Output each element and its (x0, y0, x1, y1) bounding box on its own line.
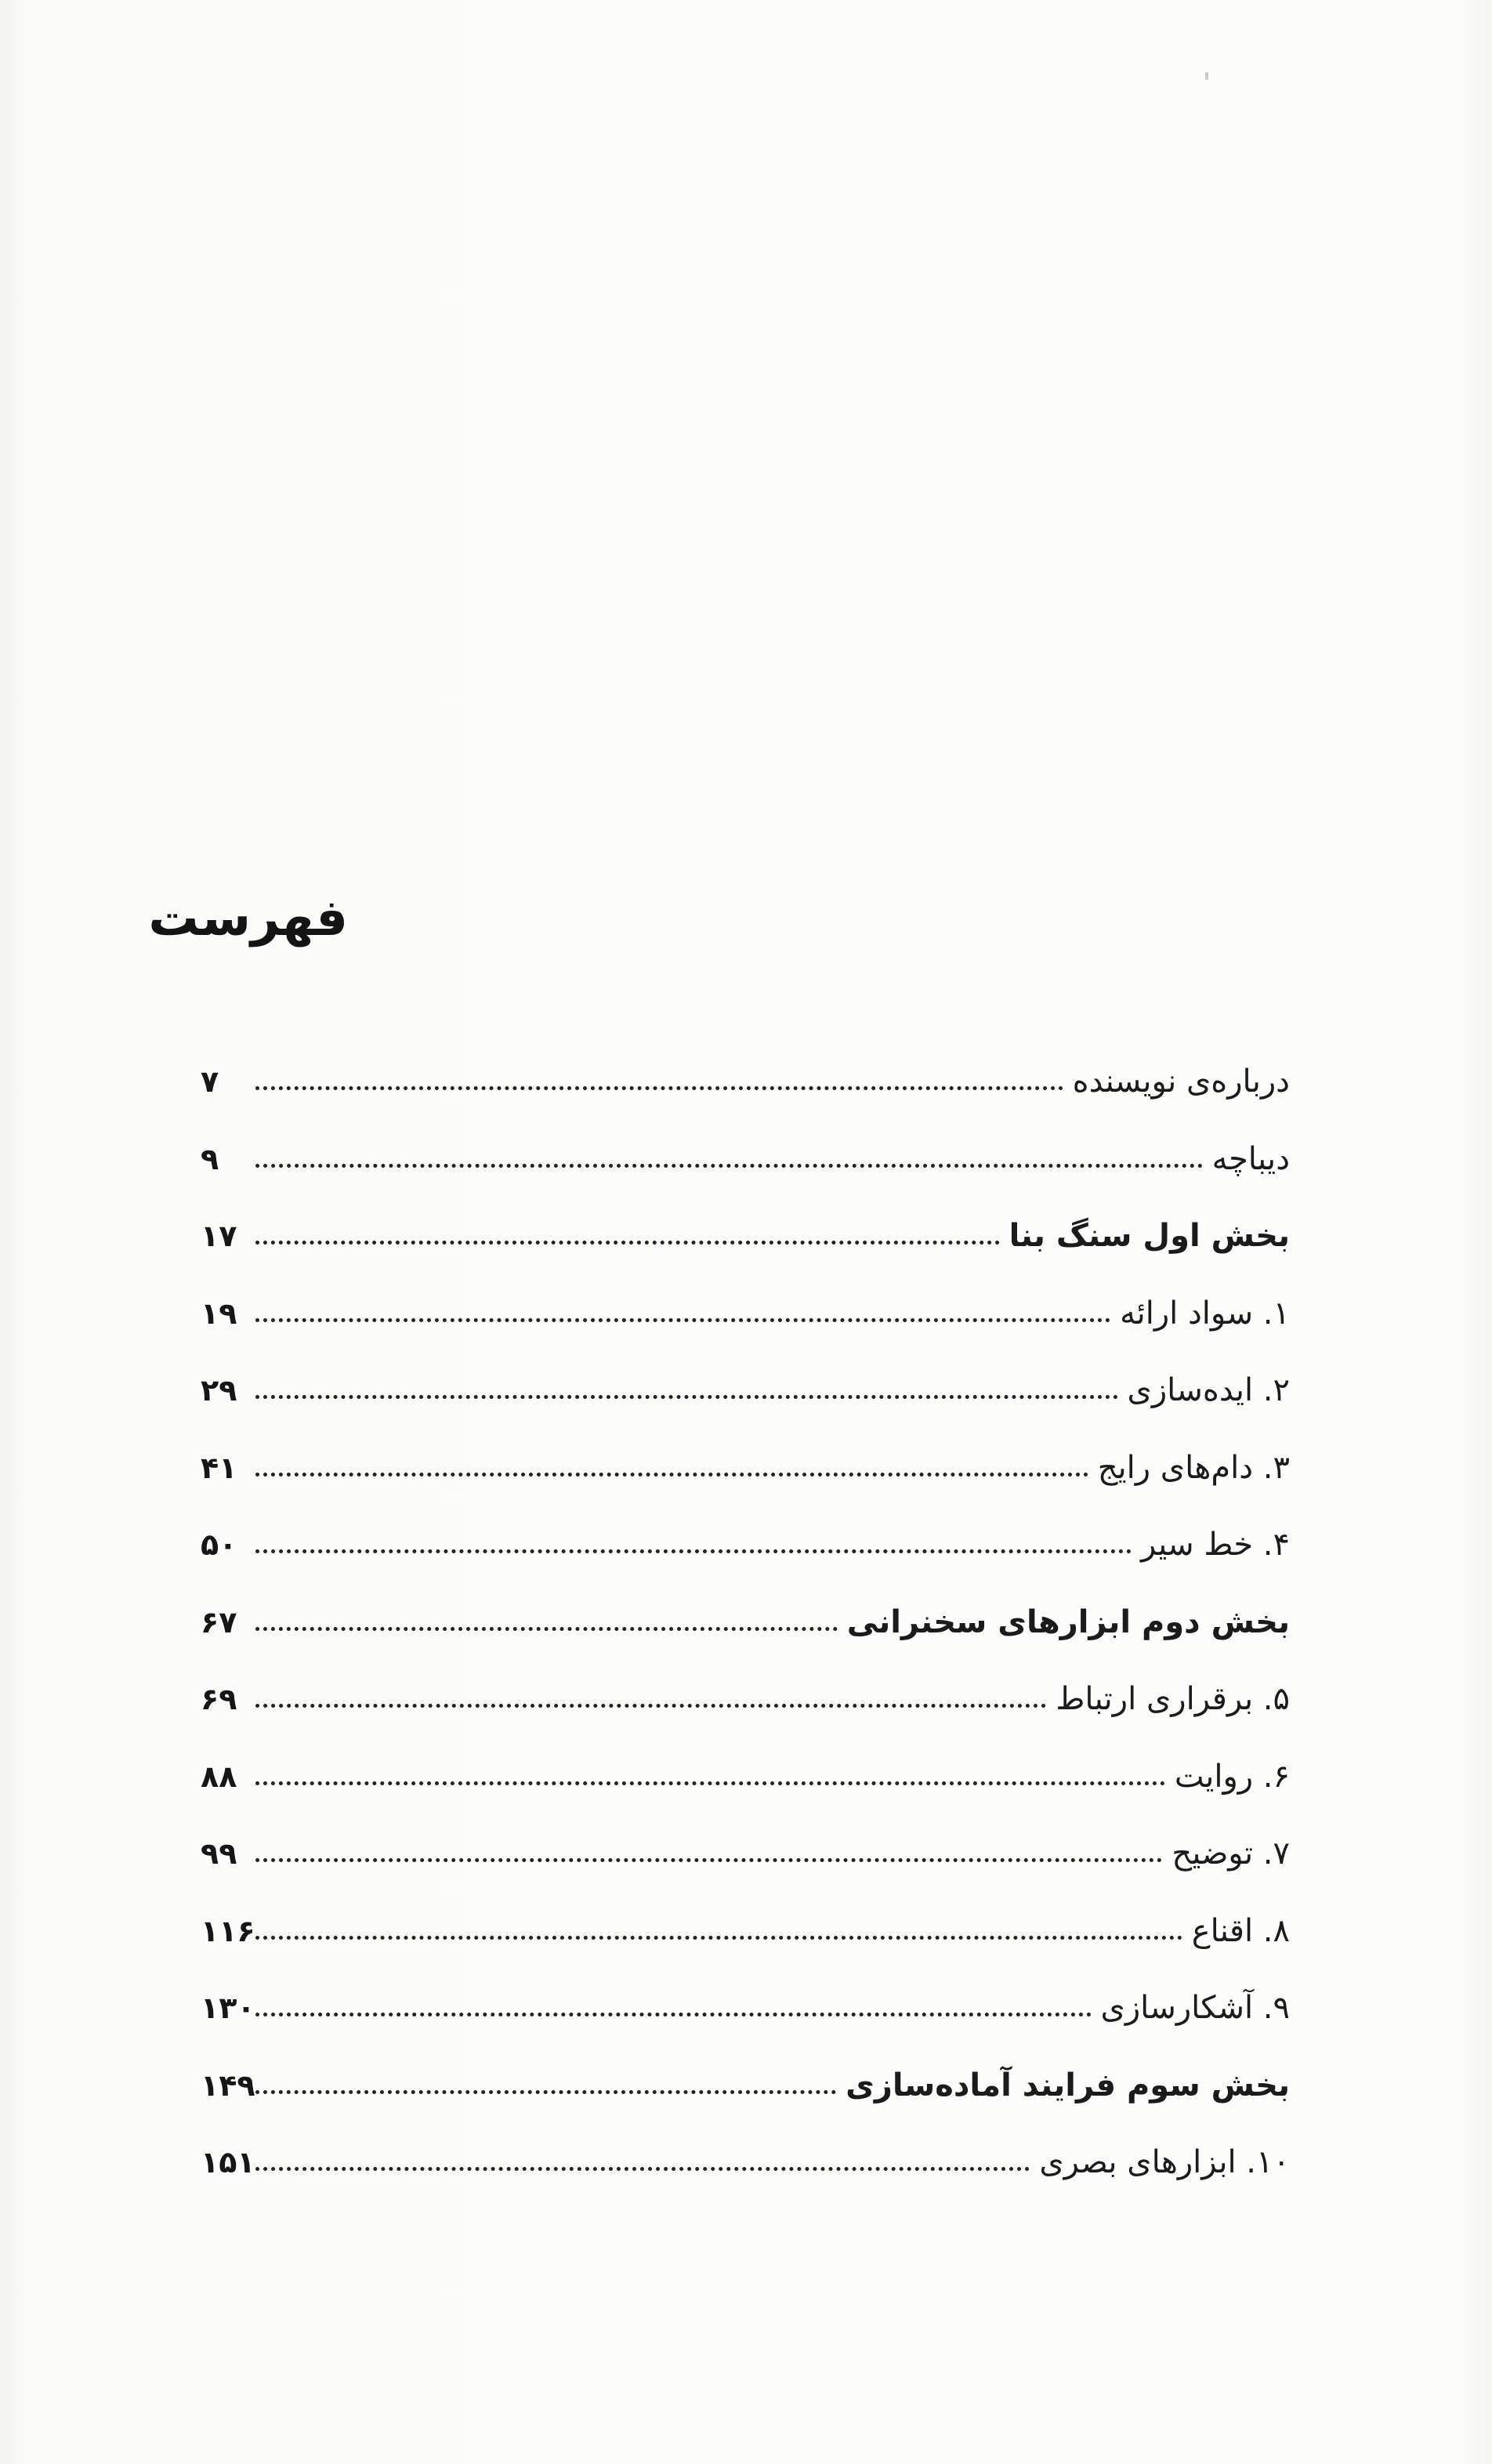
dot-leader (255, 1737, 1165, 1816)
toc-page-number: ۷ (201, 1064, 219, 1099)
toc-page-number: ۱۷ (201, 1219, 237, 1253)
toc-entry-label: ۳. دام‌های رایج (1097, 1450, 1290, 1486)
dot-leader (255, 1351, 1118, 1429)
toc-entry-label: ۶. روایت (1174, 1759, 1290, 1795)
dot-leader (255, 1120, 1203, 1198)
toc-entry-chapter-7 (201, 1814, 1290, 1893)
toc-page-number: ۲۹ (201, 1373, 237, 1408)
dot-leader (255, 1583, 838, 1661)
toc-entry-chapter-2 (201, 1351, 1290, 1429)
toc-entry-chapter-1 (201, 1274, 1290, 1353)
toc-entry-label: ۱۰. ابزارهای بصری (1039, 2144, 1290, 2180)
toc-page-number: ۹۹ (201, 1836, 237, 1871)
toc-entry-chapter-5 (201, 1660, 1290, 1738)
toc-entry-about-author (201, 1042, 1290, 1121)
toc-entry-label: ۵. برقراری ارتباط (1056, 1681, 1290, 1717)
dot-leader (255, 1506, 1132, 1584)
toc-entry-label: ۴. خط سیر (1141, 1527, 1290, 1563)
toc-entry-label: ۷. توضیح (1172, 1835, 1290, 1872)
toc-entry-chapter-9 (201, 1969, 1290, 2047)
dot-leader (255, 2123, 1030, 2201)
toc-entry-label: دیباچه (1211, 1141, 1290, 1177)
toc-section-part-two (201, 1583, 1290, 1661)
toc-entry-label: درباره‌ی نویسنده (1072, 1064, 1290, 1100)
toc-entry-chapter-4 (201, 1506, 1290, 1584)
toc-entry-label: ۸. اقناع (1191, 1913, 1290, 1949)
toc-entry-chapter-8 (201, 1892, 1290, 1970)
toc-entry-chapter-6 (201, 1737, 1290, 1816)
dot-leader (255, 1892, 1182, 1970)
toc-page-number: ۹ (201, 1142, 219, 1176)
toc-entry-label: ۱. سواد ارائه (1120, 1295, 1290, 1332)
toc-page-number: ۱۳۰ (201, 1991, 255, 2025)
toc-entry-chapter-3 (201, 1429, 1290, 1507)
toc-section-label: بخش اول سنگ بنا (1009, 1218, 1290, 1254)
dot-leader (255, 1197, 1000, 1275)
dot-leader (255, 1660, 1046, 1738)
toc-section-part-three (201, 2046, 1290, 2125)
toc-page-number: ۶۹ (201, 1682, 237, 1716)
dot-leader (255, 1429, 1088, 1507)
toc-entry-preface (201, 1120, 1290, 1198)
toc-section-part-one (201, 1197, 1290, 1275)
table-of-contents (201, 1042, 1290, 2226)
paper-speck (1205, 72, 1208, 80)
toc-page-number: ۱۱۶ (201, 1914, 255, 1948)
toc-section-label: بخش دوم ابزارهای سخنرانی (846, 1604, 1290, 1640)
dot-leader (255, 2046, 836, 2125)
toc-page-number: ۸۸ (201, 1759, 237, 1794)
toc-page-number: ۱۴۹ (201, 2068, 255, 2103)
toc-page-number: ۶۷ (201, 1605, 237, 1640)
page-title: فهرست (148, 890, 348, 948)
toc-section-label: بخش سوم فرایند آماده‌سازی (846, 2067, 1290, 2103)
toc-page-number: ۵۰ (201, 1527, 237, 1562)
toc-page-number: ۱۹ (201, 1296, 237, 1331)
toc-page-number: ۴۱ (201, 1451, 237, 1485)
dot-leader (255, 1274, 1110, 1353)
dot-leader (255, 1042, 1063, 1121)
toc-entry-chapter-10 (201, 2123, 1290, 2201)
toc-entry-label: ۹. آشکارسازی (1100, 1990, 1290, 2026)
toc-entry-label: ۲. ایده‌سازی (1127, 1372, 1290, 1408)
toc-page-number: ۱۵۱ (201, 2145, 255, 2180)
dot-leader (255, 1969, 1092, 2047)
dot-leader (255, 1814, 1162, 1893)
